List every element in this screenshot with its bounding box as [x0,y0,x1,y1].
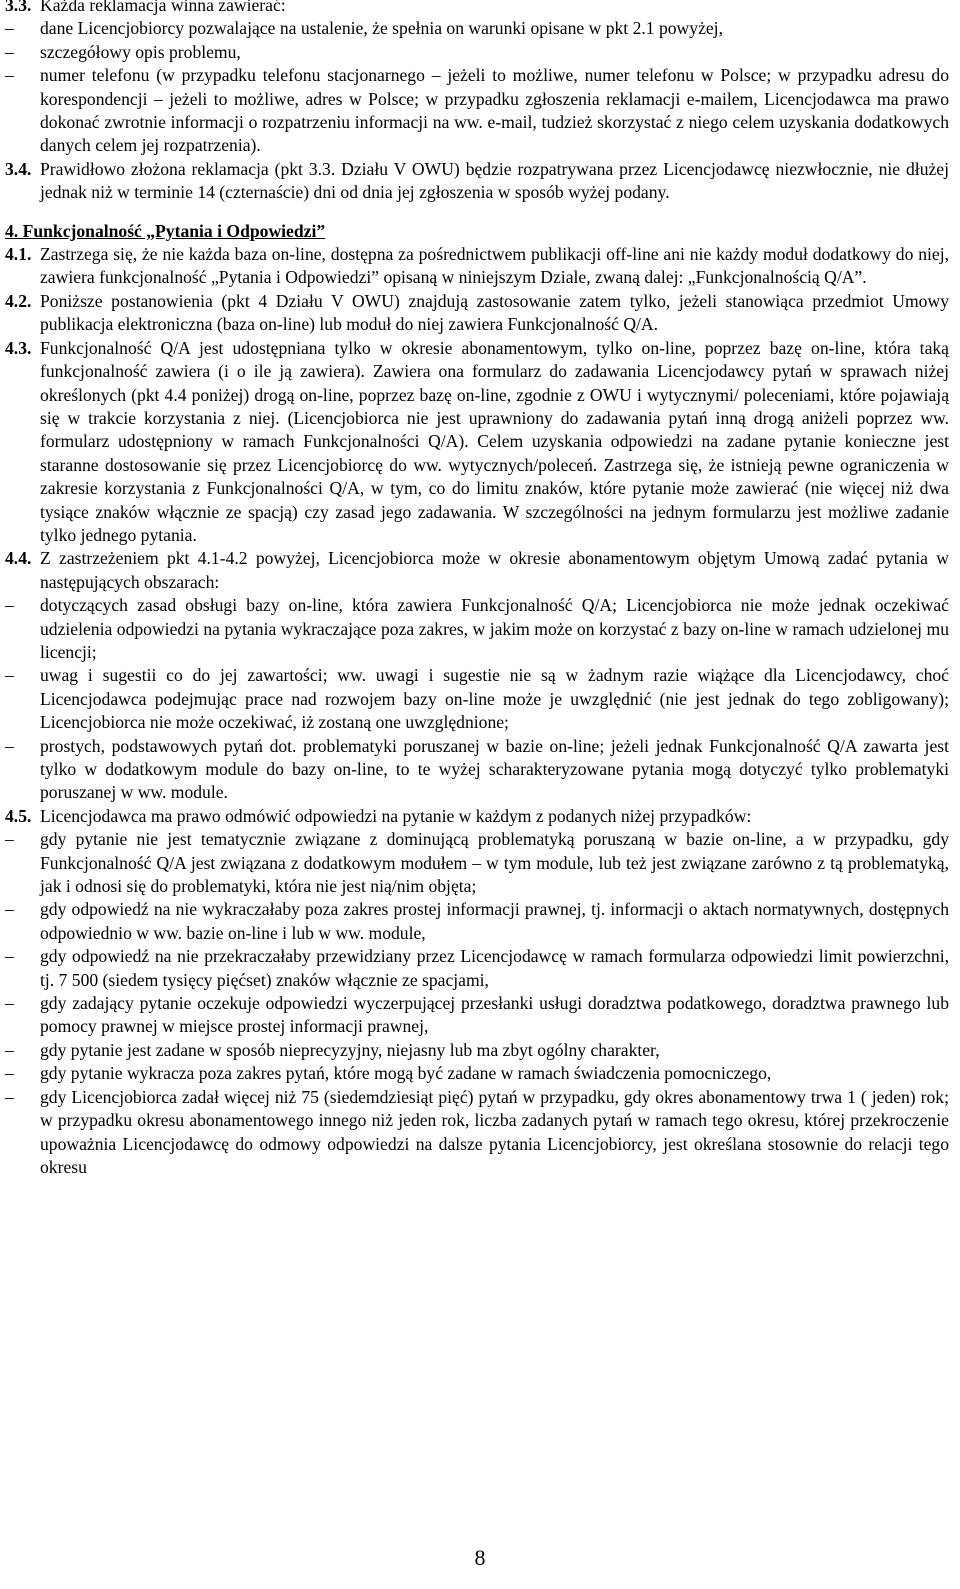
numbered-paragraph [5,547,949,594]
list-item-text: gdy Licencjobiorca zadał więcej niż 75 (siedemdziesiąt pięć) pytań w przypadku, gdy okres abonamentowy trwa 1 ( jeden) rok; w przypadku okresu abonamentowego innego niż jeden rok, liczba zadanych pytań w ramach tego okresu, której przekroczenie upoważnia Licencjodawcę do odmowy odpowiedzi na dalsze pytania Licencjobiorcy, jest określana stosownie do relacji tego okresu [40,1086,949,1177]
list-item-text: gdy pytanie jest zadane w sposób nieprecyzyjny, niejasny lub ma zbyt ogólny charakter, [40,1039,660,1060]
dash-list-item [5,828,949,898]
dash-list-item [5,1086,949,1180]
numbered-paragraph [5,158,949,205]
paragraph-text: Z zastrzeżeniem pkt 4.1-4.2 powyżej, Licencjobiorca może w okresie abonamentowym objętym Umową zadać pytania w następujących obszarach: [40,548,949,592]
dash-bullet: – [5,65,14,86]
dash-bullet: – [5,1086,14,1107]
numbered-paragraph [5,290,949,337]
list-item-text: numer telefonu (w przypadku telefonu stacjonarnego – jeżeli to możliwe, numer telefonu w Polsce; w przypadku adresu do korespondencji – jeżeli to możliwe, adres w Polsce; w przypadku zgłoszenia reklamacji e-mailem, Licencjodawca ma prawo dokonać zwrotnie informacji o rozpatrzeniu informacji na ww. e-mail, tudzież skorzystać z niego celem uzyskania dodatkowych danych celem jej rozpatrzenia). [40,65,949,156]
paragraph-number: 4.3. [5,337,32,358]
numbered-paragraph [5,0,949,17]
numbered-paragraph [5,805,949,828]
dash-bullet: – [5,735,14,756]
paragraph-text: Licencjodawca ma prawo odmówić odpowiedzi na pytanie w każdym z podanych niżej przypadków: [40,805,752,826]
dash-list-item [5,1039,949,1062]
dash-bullet: – [5,899,14,920]
paragraph-number: 4.5. [5,805,32,826]
paragraph-number: 3.3. [5,0,32,15]
numbered-paragraph [5,337,949,548]
list-item-text: uwag i sugestii co do jej zawartości; ww. uwagi i sugestie nie są w żadnym razie wiążące dla Licencjodawcy, choć Licencjodawca podejmując prace nad rozwojem bazy on-line może je uwzględnić (nie jest jednak do tego zobligowany); Licencjobiorca nie może oczekiwać, iż zostaną one uwzględnione; [40,665,949,733]
dash-bullet: – [5,946,14,967]
dash-bullet: – [5,829,14,850]
paragraph-text: Zastrzega się, że nie każda baza on-line, dostępna za pośrednictwem publikacji off-line ani nie każdy moduł dodatkowy do niej, zawiera funkcjonalność „Pytania i Odpowiedzi” opisaną w niniejszym Dziale, zwaną dalej: „Funkcjonalnością Q/A”. [40,244,949,288]
dash-list-item [5,992,949,1039]
dash-list-item [5,1062,949,1085]
dash-bullet: – [5,41,14,62]
list-item-text: dane Licencjobiorcy pozwalające na ustalenie, że spełnia on warunki opisane w pkt 2.1 powyżej, [40,18,723,39]
dash-list-item [5,735,949,805]
dash-bullet: – [5,665,14,686]
list-item-text: gdy zadający pytanie oczekuje odpowiedzi wyczerpującej przesłanki usługi doradztwa podatkowego, doradztwa prawnego lub pomocy prawnej w miejsce prostej informacji prawnej, [40,993,949,1037]
list-item-text: szczegółowy opis problemu, [40,41,241,62]
numbered-paragraph [5,243,949,290]
dash-list-item [5,594,949,664]
list-item-text: gdy odpowiedź na nie wykraczałaby poza zakres prostej informacji prawnej, tj. informacji o aktach normatywnych, dostępnych odpowiednio w ww. bazie on-line i lub w ww. module, [40,899,949,943]
paragraph-text: Każda reklamacja winna zawierać: [40,0,286,15]
dash-list-item [5,664,949,734]
paragraph-number: 4.4. [5,548,32,569]
dash-bullet: – [5,595,14,616]
dash-list-item [5,64,949,158]
document-body [5,0,949,1179]
section-heading-text: 4. Funkcjonalność „Pytania i Odpowiedzi” [5,220,326,241]
dash-bullet: – [5,1039,14,1060]
paragraph-number: 4.1. [5,244,32,265]
list-item-text: gdy odpowiedź na nie przekraczałaby przewidziany przez Licencjodawcę w ramach formularza odpowiedzi limit powierzchni, tj. 7 500 (siedem tysięcy pięćset) znaków włącznie ze spacjami, [40,946,949,990]
dash-bullet: – [5,1063,14,1084]
list-item-text: dotyczących zasad obsługi bazy on-line, która zawiera Funkcjonalność Q/A; Licencjobiorca nie może jednak oczekiwać udzielenia odpowiedzi na pytania wykraczające poza zakres, w jakim może on korzystać z bazy on-line w ramach udzielonej mu licencji; [40,595,949,662]
dash-list-item [5,41,949,64]
paragraph-text: Prawidłowo złożona reklamacja (pkt 3.3. Działu V OWU) będzie rozpatrywana przez Licencjodawcę niezwłocznie, nie dłużej jednak niż w terminie 14 (czternaście) dni od dnia jej zgłoszenia w sposób wyżej podany. [40,158,949,203]
dash-list-item [5,945,949,992]
dash-bullet: – [5,18,14,39]
paragraph-text: Funkcjonalność Q/A jest udostępniana tylko w okresie abonamentowym, tylko on-line, poprzez bazę on-line, która taką funkcjonalność zawiera (i o ile ją zawiera). Zawiera ona formularz do zadawania Licencjodawcy pytań w sprawach niżej określonych (pkt 4.4 poniżej) drogą on-line, poprzez bazę on-line, zgodnie z OWU i wytycznymi/ poleceniami, które pojawiają się w trakcie korzystania z niej. (Licencjobiorca nie jest uprawniony do zadawania pytań inną drogą aniżeli poprzez ww. formularz udostępniony w ramach Funkcjonalności Q/A). Celem uzyskania odpowiedzi na zadane pytanie konieczne jest staranne dostosowanie się przez Licencjobiorcę do ww. wytycznych/poleceń. Zastrzega się, że istnieją pewne ograniczenia w zakresie korzystania z Funkcjonalności Q/A, w tym, co do limitu znaków, które pytanie może zawierać (nie więcej niż dwa tysiące znaków włącznie ze spacją) czy zasad jego zadawania. W szczególności na jednym formularzu jest możliwe zadanie tylko jednego pytania. [40,337,949,545]
list-item-text: gdy pytanie wykracza poza zakres pytań, które mogą być zadane w ramach świadczenia pomocniczego, [40,1063,772,1084]
dash-list-item [5,17,949,40]
dash-bullet: – [5,993,14,1014]
section-heading [5,220,949,243]
paragraph-text: Poniższe postanowienia (pkt 4 Działu V OWU) znajdują zastosowanie zatem tylko, jeżeli stanowiąca przedmiot Umowy publikacja elektroniczna (baza on-line) lub moduł do niej zawiera Funkcjonalność Q/A. [40,290,949,335]
list-item-text: prostych, podstawowych pytań dot. problematyki poruszanej w bazie on-line; jeżeli jednak Funkcjonalność Q/A zawarta jest tylko w dodatkowym module do bazy on-line, to te wyżej scharakteryzowane pytania mogą dotyczyć tylko problematyki poruszanej w ww. module. [40,735,949,803]
paragraph-number: 4.2. [5,290,32,311]
list-item-text: gdy pytanie nie jest tematycznie związane z dominującą problematyką poruszaną w bazie on-line, a w przypadku, gdy Funkcjonalność Q/A jest związana z dodatkowym modułem – w tym module, lub też jest związane zarówno z tą problematyką, jak i odnosi się do problematyki, która nie jest nią/nim objęta; [40,829,949,897]
page-number: 8 [474,1545,486,1570]
dash-list-item [5,898,949,945]
paragraph-number: 3.4. [5,158,32,179]
